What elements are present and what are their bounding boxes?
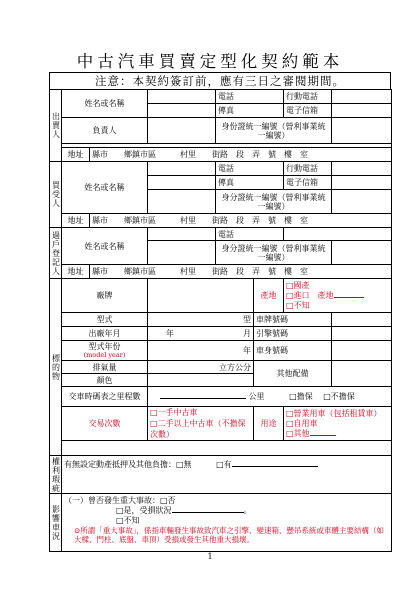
year-label: 出廠年月 bbox=[62, 327, 148, 341]
seller-name-label: 姓名或名稱 bbox=[62, 90, 148, 118]
color-field[interactable] bbox=[148, 374, 254, 387]
mileage-field[interactable] bbox=[160, 398, 246, 399]
accident-q1[interactable]: （一）曾否發生重大事故：□否 bbox=[64, 496, 176, 505]
seller-address-parts[interactable]: 縣市 鄉鎮市區 村里 街路 段 弄 號 樓 室 bbox=[90, 148, 392, 162]
plate-label: 車牌號碼 bbox=[254, 313, 332, 327]
buyer-mobile-label: 行動電話 bbox=[284, 162, 332, 176]
times-first[interactable]: □一手中古車 bbox=[150, 408, 198, 417]
seller-id-field[interactable] bbox=[332, 118, 392, 144]
model-unit[interactable]: 型 bbox=[148, 313, 254, 327]
transfer-id-field[interactable] bbox=[332, 241, 392, 265]
transfer-address-parts[interactable]: 縣市 鄉鎮市區 村里 街路 段 弄 號 樓 室 bbox=[90, 265, 392, 279]
model-year-text: 型式年份 bbox=[88, 341, 121, 351]
rights-has-field[interactable] bbox=[232, 466, 318, 467]
use-other[interactable]: □其他 bbox=[286, 429, 389, 439]
rights-text[interactable]: 有無設定動產抵押及其他負擔：□無 bbox=[64, 460, 192, 469]
warranty-no[interactable]: □不擔保 bbox=[323, 392, 355, 401]
rights-has[interactable]: □有 bbox=[216, 460, 232, 469]
seller-fax-label: 傳真 bbox=[216, 104, 284, 118]
seller-email-label: 電子信箱 bbox=[284, 104, 332, 118]
buyer-name-field[interactable] bbox=[148, 162, 216, 176]
seller-id-label: 身份證統一編號（營利事業統一編號） bbox=[216, 118, 332, 144]
brand-field[interactable] bbox=[148, 279, 254, 313]
vin-field[interactable] bbox=[332, 341, 392, 361]
origin-label: 產地 bbox=[254, 279, 284, 313]
buyer-mobile-field[interactable] bbox=[332, 162, 392, 176]
buyer-fax-label: 傳真 bbox=[216, 176, 284, 190]
seller-mobile-field[interactable] bbox=[332, 90, 392, 104]
seller-owner-field[interactable] bbox=[148, 118, 216, 144]
transfer-section-label: 過戶登記人 bbox=[50, 228, 62, 279]
accident-note: ⊙所謂「重大事故」，係指車輛發生事故致汽車之引擎、變速箱、懸吊系統或車體主要結構（如大樑、門柱、底盤、車頂）受損或發生其他重大損壞。 bbox=[74, 526, 385, 544]
month-unit: 月 bbox=[243, 329, 251, 338]
buyer-email-label: 電子信箱 bbox=[284, 176, 332, 190]
model-year-label bbox=[62, 341, 148, 361]
vehicle-section-label: 標的物 bbox=[50, 279, 62, 456]
year-unit: 年 bbox=[166, 329, 174, 338]
use-label: 用途 bbox=[254, 407, 284, 441]
accident-yes[interactable]: □是，受損狀況 。 bbox=[116, 506, 252, 515]
origin-domestic[interactable]: □國產 bbox=[286, 280, 310, 290]
transfer-id-label: 身分證統一編號（營利事業統一編號） bbox=[216, 241, 332, 265]
origin-unknown[interactable]: □不知 bbox=[286, 300, 310, 310]
buyer-id-label: 身分證統一編號（營利事業統一編號） bbox=[216, 190, 332, 214]
buyer-name-label: 姓名或名稱 bbox=[62, 162, 148, 214]
seller-address-label: 地址 bbox=[62, 148, 90, 162]
origin-imported[interactable]: □進口 產地 bbox=[286, 291, 389, 301]
buyer-address-parts[interactable]: 縣市 鄉鎮市區 村里 街路 段 弄 號 樓 室 bbox=[90, 214, 392, 228]
model-year-en: (model year) bbox=[83, 350, 126, 359]
color-label: 顏色 bbox=[62, 374, 148, 387]
times-label: 交易次數 bbox=[62, 407, 148, 441]
buyer-name-field-2[interactable] bbox=[148, 176, 216, 190]
page-number: 1 bbox=[207, 552, 213, 561]
model-year-unit[interactable]: 年 bbox=[148, 341, 254, 361]
buyer-id-field[interactable] bbox=[332, 190, 392, 214]
contract-form bbox=[49, 89, 392, 552]
use-commercial[interactable]: □營業用車（包括租賃車） bbox=[286, 408, 382, 418]
year-field[interactable] bbox=[148, 327, 254, 341]
buyer-address-label: 地址 bbox=[62, 214, 90, 228]
transfer-name-label: 姓名或名稱 bbox=[62, 228, 148, 265]
times-options[interactable] bbox=[148, 407, 254, 441]
equipment-label: 其他配備 bbox=[254, 361, 332, 387]
model-label: 型式 bbox=[62, 313, 148, 327]
accident-unknown[interactable]: □不知 bbox=[116, 516, 140, 525]
buyer-phone-label: 電話 bbox=[216, 162, 284, 176]
accident-section-label: 影響車況 bbox=[50, 494, 62, 552]
buyer-name-field-3[interactable] bbox=[148, 190, 216, 214]
seller-name-field-2[interactable] bbox=[148, 104, 216, 118]
mileage-row[interactable] bbox=[148, 387, 392, 407]
seller-owner-label: 負責人 bbox=[62, 118, 148, 144]
displacement-label: 排氣量 bbox=[62, 361, 148, 374]
engine-field[interactable] bbox=[332, 327, 392, 341]
vin-label: 車身號碼 bbox=[254, 341, 332, 361]
origin-options[interactable] bbox=[284, 279, 392, 313]
plate-field[interactable] bbox=[332, 313, 392, 327]
seller-email-field[interactable] bbox=[332, 104, 392, 118]
mileage-label: 交車時碼表之里程數 bbox=[62, 387, 148, 407]
transfer-name-field[interactable] bbox=[148, 228, 216, 241]
times-multiple[interactable]: □二手以上中古車（不擔保次數） bbox=[150, 419, 246, 439]
transfer-name-field-2[interactable] bbox=[148, 241, 216, 265]
buyer-email-field[interactable] bbox=[332, 176, 392, 190]
use-private[interactable]: □自用車 bbox=[286, 418, 318, 428]
transfer-phone-label: 電話 bbox=[216, 228, 284, 241]
seller-phone-label: 電話 bbox=[216, 90, 284, 104]
use-options[interactable] bbox=[284, 407, 392, 441]
buyer-section-label: 買受人 bbox=[50, 162, 62, 228]
seller-mobile-label: 行動電話 bbox=[284, 90, 332, 104]
engine-label: 引擎號碼 bbox=[254, 327, 332, 341]
warranty-yes[interactable]: □擔保 bbox=[289, 392, 313, 401]
brand-label: 廠牌 bbox=[62, 279, 148, 313]
transfer-phone-field[interactable] bbox=[284, 228, 392, 241]
seller-name-field[interactable] bbox=[148, 90, 216, 104]
accident-row bbox=[62, 494, 392, 552]
review-notice: 注意：本契約簽訂前，應有三日之審閱期間。 bbox=[49, 72, 391, 89]
equipment-field[interactable] bbox=[332, 361, 392, 387]
rights-row bbox=[62, 456, 392, 494]
seller-section-label: 出賣人 bbox=[50, 90, 62, 162]
km-unit: 公里 bbox=[248, 392, 265, 401]
displacement-unit[interactable]: 立方公分 bbox=[148, 361, 254, 374]
transfer-address-label: 地址 bbox=[62, 265, 90, 279]
rights-section-label: 權利瑕疵 bbox=[50, 456, 62, 494]
document-title: 中古汽車買賣定型化契約範本 bbox=[76, 52, 344, 71]
